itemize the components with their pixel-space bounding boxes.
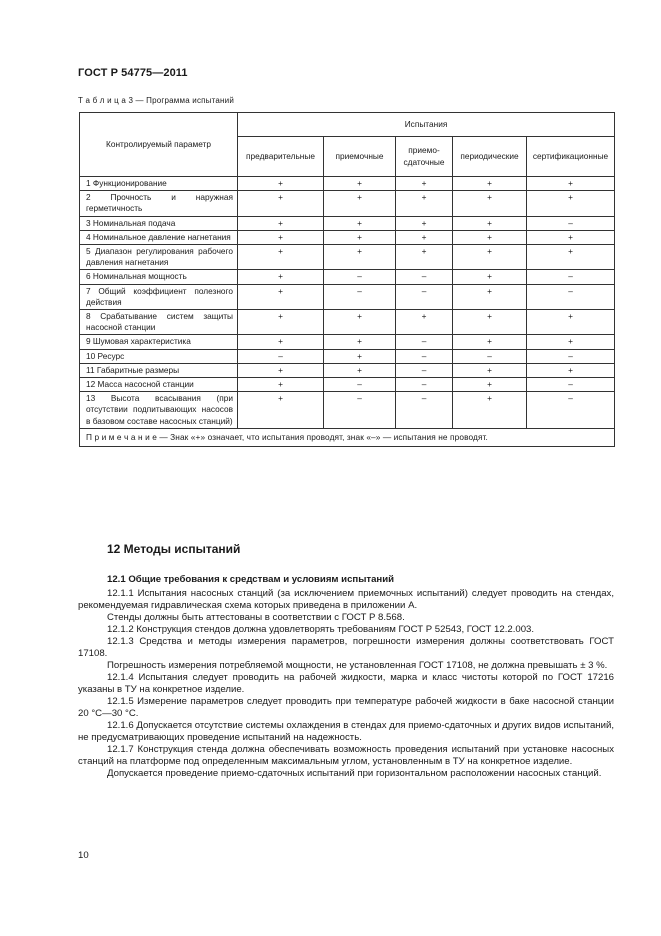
tests-group-header: Испытания (238, 113, 615, 137)
mark-cell: + (453, 245, 527, 270)
mark-cell: – (396, 335, 453, 349)
param-column-header: Контролируемый параметр (80, 113, 238, 177)
mark-cell: – (527, 284, 615, 309)
mark-cell: + (453, 216, 527, 230)
mark-cell: – (396, 349, 453, 363)
mark-cell: – (527, 349, 615, 363)
param-cell: 6 Номинальная мощность (80, 270, 238, 284)
col-header: приемо-сдаточные (396, 137, 453, 177)
page-number: 10 (78, 850, 89, 861)
param-cell: 5 Диапазон регулирования рабочего давления нагнетания (80, 245, 238, 270)
table-row (80, 378, 615, 392)
mark-cell: + (238, 392, 324, 429)
paragraph: 12.1.1 Испытания насосных станций (за исключением приемочных испытаний) следует проводить на стендах, рекомендуемая гидравлическая схема которых приведена в приложении А. (78, 588, 614, 611)
mark-cell: – (238, 349, 324, 363)
mark-cell: + (527, 191, 615, 216)
param-cell: 13 Высота всасывания (при отсутствии подпитывающих насосов в базовом составе насосных станций) (80, 392, 238, 429)
paragraph: 12.1.3 Средства и методы измерения параметров, погрешности измерения должны соответствовать ГОСТ 17108. (78, 636, 614, 659)
mark-cell: + (324, 177, 396, 191)
paragraph: Допускается проведение приемо-сдаточных испытаний при горизонтальном расположении насосных станций. (107, 768, 602, 779)
mark-cell: – (396, 284, 453, 309)
table-note: П р и м е ч а н и е — Знак «+» означает, что испытания проводят, знак «–» — испытания не проводят. (80, 428, 615, 446)
mark-cell: + (527, 230, 615, 244)
col-header: приемочные (324, 137, 396, 177)
mark-cell: – (396, 363, 453, 377)
mark-cell: + (453, 284, 527, 309)
mark-cell: – (396, 392, 453, 429)
mark-cell: – (396, 378, 453, 392)
table-row (80, 284, 615, 309)
mark-cell: + (453, 230, 527, 244)
mark-cell: + (324, 245, 396, 270)
param-cell: 3 Номинальная подача (80, 216, 238, 230)
mark-cell: – (527, 270, 615, 284)
mark-cell: + (453, 363, 527, 377)
param-cell: 11 Габаритные размеры (80, 363, 238, 377)
mark-cell: + (396, 310, 453, 335)
paragraph: 12.1.4 Испытания следует проводить на рабочей жидкости, марка и класс чистоты которой по ГОСТ 17216 указаны в ТУ на конкретное изделие. (78, 672, 614, 695)
mark-cell: – (527, 378, 615, 392)
table-row (80, 216, 615, 230)
table-row (80, 191, 615, 216)
mark-cell: – (324, 392, 396, 429)
table-caption: Т а б л и ц а 3 — Программа испытаний (78, 96, 235, 105)
subsection-title: 12.1 Общие требования к средствам и условиям испытаний (107, 574, 395, 585)
mark-cell: + (238, 230, 324, 244)
table-row (80, 310, 615, 335)
mark-cell: + (238, 284, 324, 309)
mark-cell: + (453, 392, 527, 429)
mark-cell: + (527, 363, 615, 377)
col-header: сертификационные (527, 137, 615, 177)
table-row (80, 392, 615, 429)
paragraph: Погрешность измерения потребляемой мощности, не установленная ГОСТ 17108, не должна превышать ± 3 %. (107, 660, 608, 671)
param-cell: 2 Прочность и наружная герметичность (80, 191, 238, 216)
mark-cell: + (453, 310, 527, 335)
table-row (80, 270, 615, 284)
mark-cell: – (324, 378, 396, 392)
table-row (80, 349, 615, 363)
mark-cell: + (238, 270, 324, 284)
mark-cell: + (238, 191, 324, 216)
table-row (80, 245, 615, 270)
param-cell: 8 Срабатывание систем защиты насосной станции (80, 310, 238, 335)
paragraph: Стенды должны быть аттестованы в соответствии с ГОСТ Р 8.568. (107, 612, 405, 623)
mark-cell: + (238, 216, 324, 230)
mark-cell: + (453, 270, 527, 284)
mark-cell: + (453, 335, 527, 349)
mark-cell: – (527, 392, 615, 429)
body-text (78, 588, 614, 780)
mark-cell: + (324, 310, 396, 335)
mark-cell: + (324, 363, 396, 377)
table-row (80, 230, 615, 244)
mark-cell: + (453, 378, 527, 392)
mark-cell: + (527, 245, 615, 270)
mark-cell: + (453, 191, 527, 216)
table-row (80, 363, 615, 377)
mark-cell: – (396, 270, 453, 284)
mark-cell: – (324, 284, 396, 309)
mark-cell: + (238, 363, 324, 377)
paragraph: 12.1.5 Измерение параметров следует проводить при температуре рабочей жидкости в баке насосной станции 20 °С—30 °С. (78, 696, 614, 719)
table-row (80, 177, 615, 191)
param-cell: 9 Шумовая характеристика (80, 335, 238, 349)
mark-cell: + (527, 310, 615, 335)
mark-cell: + (527, 335, 615, 349)
param-cell: 7 Общий коэффициент полезного действия (80, 284, 238, 309)
test-program-table (79, 112, 615, 447)
mark-cell: – (527, 216, 615, 230)
mark-cell: + (238, 245, 324, 270)
section-title: 12 Методы испытаний (107, 542, 241, 556)
param-cell: 12 Масса насосной станции (80, 378, 238, 392)
mark-cell: + (324, 335, 396, 349)
mark-cell: + (527, 177, 615, 191)
mark-cell: + (396, 216, 453, 230)
paragraph: 12.1.6 Допускается отсутствие системы охлаждения в стендах для приемо-сдаточных и других видов испытаний, не предусматривающих проведение испытаний на надежность. (78, 720, 614, 743)
mark-cell: + (453, 177, 527, 191)
mark-cell: + (396, 177, 453, 191)
param-cell: 10 Ресурс (80, 349, 238, 363)
mark-cell: + (238, 177, 324, 191)
mark-cell: – (453, 349, 527, 363)
mark-cell: + (238, 335, 324, 349)
param-cell: 4 Номинальное давление нагнетания (80, 230, 238, 244)
paragraph: 12.1.7 Конструкция стенда должна обеспечивать возможность проведения испытаний при установке насосных станций на платформе под определенным максимальным углом, установленным в ТУ на конкретное изделие. (78, 744, 614, 767)
mark-cell: + (324, 191, 396, 216)
col-header: периодические (453, 137, 527, 177)
mark-cell: + (324, 216, 396, 230)
mark-cell: + (324, 230, 396, 244)
mark-cell: – (324, 270, 396, 284)
mark-cell: + (396, 245, 453, 270)
mark-cell: + (396, 191, 453, 216)
mark-cell: + (238, 378, 324, 392)
mark-cell: + (238, 310, 324, 335)
mark-cell: + (324, 349, 396, 363)
param-cell: 1 Функционирование (80, 177, 238, 191)
mark-cell: + (396, 230, 453, 244)
col-header: предварительные (238, 137, 324, 177)
document-header: ГОСТ Р 54775—2011 (78, 67, 188, 79)
paragraph: 12.1.2 Конструкция стендов должна удовлетворять требованиям ГОСТ Р 52543, ГОСТ 12.2.003. (107, 624, 535, 635)
table-row (80, 335, 615, 349)
